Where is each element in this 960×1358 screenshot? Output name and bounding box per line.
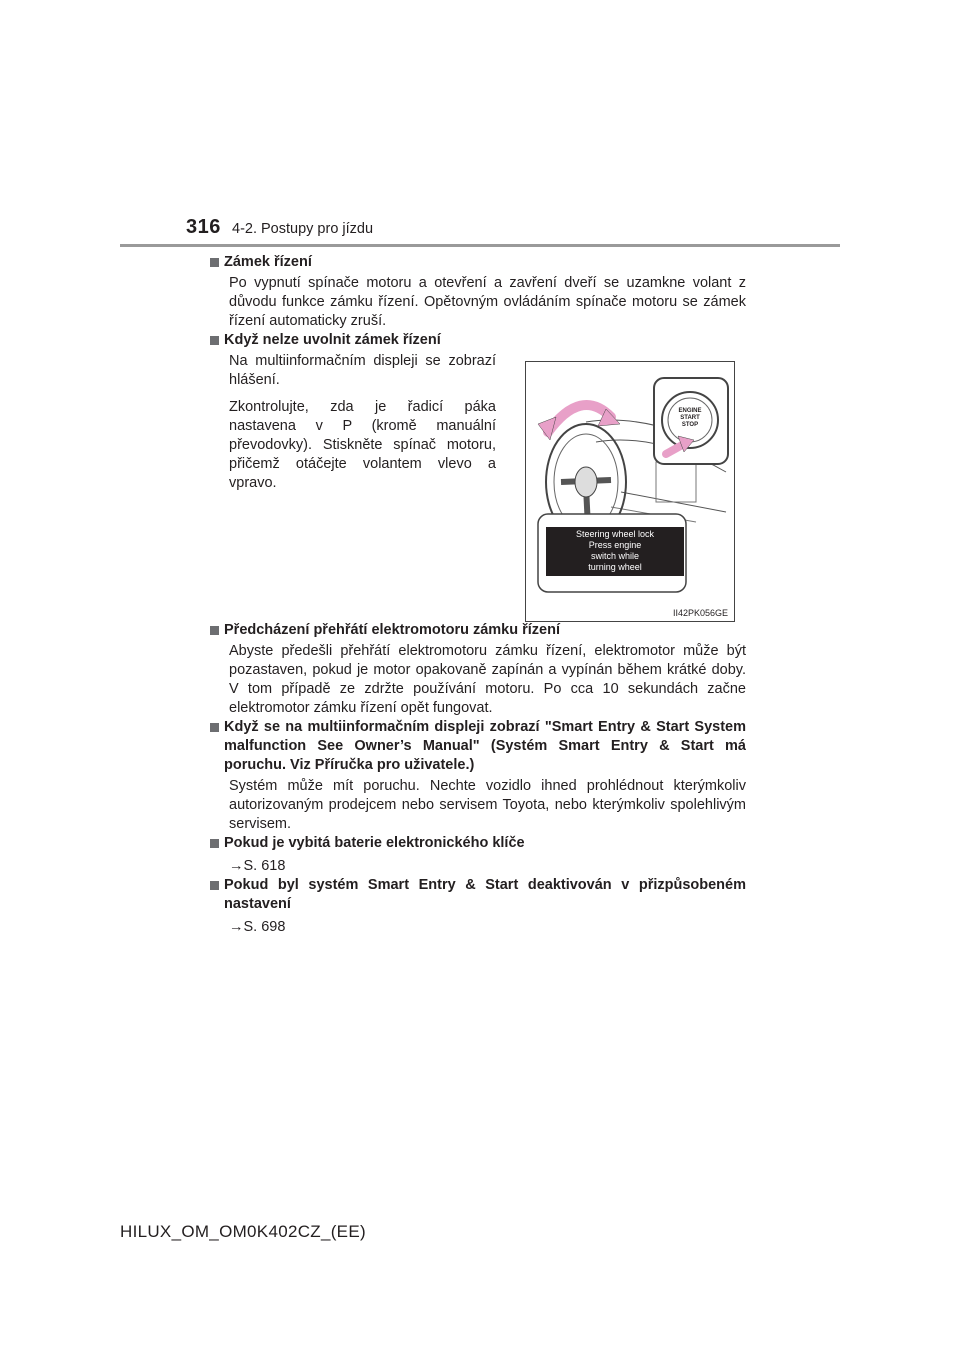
section-heading: Když se na multiinformačním displeji zobrazí "Smart Entry & Start System malfunction See Owner’s Manual" (Systém Smart Entry & Start má poruchu. Viz Příručka pro uživatele.) bbox=[224, 719, 746, 773]
section-body: Systém může mít poruchu. Nechte vozidlo ihned prohlédnout kterýmkoliv autorizovaným prodejcem nebo servisem Toyota, nebo kterýmkoliv spolehlivým servisem. bbox=[229, 778, 746, 832]
square-bullet-icon bbox=[210, 626, 219, 635]
section-system-malfunction bbox=[210, 718, 746, 834]
square-bullet-icon bbox=[210, 723, 219, 732]
section-body: Zkontrolujte, zda je řadicí páka nastavena v P (kromě manuální převodovky). Stiskněte spínač motoru, přičemž otáčejte volantem vlevo a vpravo. bbox=[229, 399, 496, 491]
section-body: Na multiinformačním displeji se zobrazí hlášení. bbox=[229, 353, 496, 388]
section-steering-lock bbox=[210, 253, 746, 331]
section-heading: Pokud byl systém Smart Entry & Start deaktivován v přizpůsobeném nastavení bbox=[224, 877, 746, 912]
section-heading: Pokud je vybitá baterie elektronického klíče bbox=[224, 835, 525, 851]
section-body: Po vypnutí spínače motoru a otevření a zavření dveří se uzamkne volant z důvodu funkce zámku řízení. Opětovným ovládáním spínače motoru se zámek řízení automaticky zruší. bbox=[229, 275, 746, 329]
section-heading: Předcházení přehřátí elektromotoru zámku řízení bbox=[224, 622, 561, 638]
page-number: 316 bbox=[186, 216, 221, 238]
multi-information-display: Steering wheel lock Press engine switch while turning wheel bbox=[546, 527, 684, 576]
section-overheat bbox=[210, 621, 746, 718]
footer-document-code: HILUX_OM_OM0K402CZ_(EE) bbox=[120, 1222, 366, 1241]
chapter-title: 4-2. Postupy pro jízdu bbox=[232, 221, 374, 237]
section-heading: Zámek řízení bbox=[224, 254, 312, 270]
section-body: Abyste předešli přehřátí elektromotoru zámku řízení, elektromotor může být pozastaven, pokud je motor opakovaně zapínán a vypínán během krátké doby. V tom případě ze zdržte používání motoru. Po cca 10 sekundách začne elektromotor zámku řízení opět fungovat. bbox=[229, 643, 746, 716]
section-deactivated bbox=[210, 876, 746, 937]
square-bullet-icon bbox=[210, 258, 219, 267]
dashboard-drawing bbox=[526, 362, 734, 621]
header-divider bbox=[120, 244, 840, 247]
steering-lock-illustration bbox=[525, 361, 735, 622]
section-heading: Když nelze uvolnit zámek řízení bbox=[224, 332, 441, 348]
square-bullet-icon bbox=[210, 881, 219, 890]
figure-code: II42PK056GE bbox=[672, 608, 728, 618]
square-bullet-icon bbox=[210, 839, 219, 848]
page-reference-link[interactable]: →S. 618 bbox=[229, 858, 286, 874]
engine-start-stop-button-label: ENGINE START STOP bbox=[678, 408, 702, 428]
section-key-battery bbox=[210, 834, 746, 876]
page-reference-link[interactable]: →S. 698 bbox=[229, 919, 286, 935]
square-bullet-icon bbox=[210, 336, 219, 345]
